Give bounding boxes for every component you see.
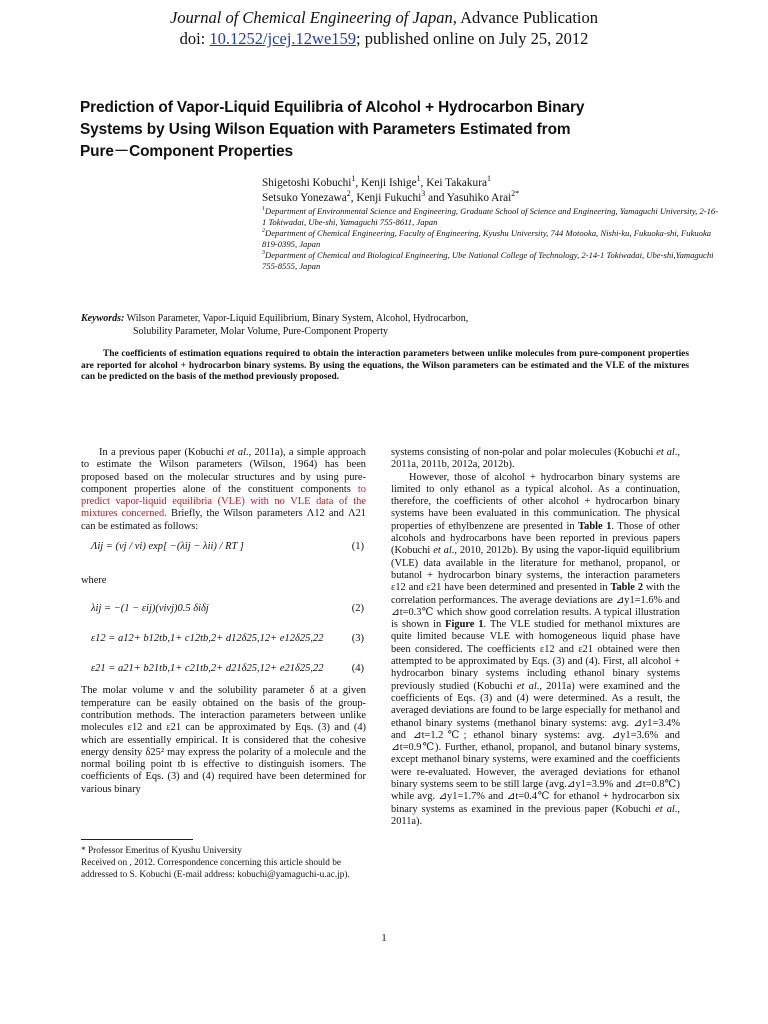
- text: ., 2011a) were examined and the coefficients of Eqs. (3) and (4) were determined. As a result, the averaged deviations are found to be large especially for methanol and ethanol binary systems (methanol binary systems: avg. ⊿y1=3.4% and ⊿t=1.2℃; ethanol binary systems: avg. ⊿y1=3.6% and ⊿t=0.9℃). Further, ethanol, propanol, and butanol binary systems, except methanol binary systems, were examined and the coefficients were re-evaluated. However, the averaged deviations for ethanol binary systems seem to be still large (avg.⊿y1=3.9% and ⊿t=0.8℃) while avg. ⊿y1=1.7% and ⊿t=0.4℃ for ethanol + hydrocarbon six binary systems as examined in the previous paper (Kobuchi: [391, 680, 680, 815]
- text-italic: et al: [656, 447, 675, 458]
- keywords-list: Wilson Parameter, Vapor-Liquid Equilibrium, Binary System, Alcohol, Hydrocarbon,: [124, 313, 469, 324]
- paragraph: The molar volume v and the solubility parameter δ at a given temperature can be easily obtained on the basis of the group-contribution methods. The interaction parameters between unlike molecules ε12 and ε21 can be approximated by Eqs. (3) and (4) which are essentially empirical. It is considered that the cohesive energy density δ25² may express the polarity of a molecule and the normal boiling point tb is effective to distinguish isomers. The coefficients of Eqs. (3) and (4) required have been determined for various binary: [81, 685, 366, 795]
- text-italic: et al: [227, 447, 246, 458]
- text-italic: et al: [433, 545, 452, 557]
- keywords: [81, 313, 681, 338]
- text: ., 2011a, 2011b, 2012a, 2012b).: [391, 447, 680, 471]
- affiliation-2: $^2$Department of Chemical Engineering, Faculty of Engineering, Kyushu University, 744 Motooka, Nishi-ku, Fukuoka-shi, Fukuoka 819-0395, Japan: [262, 228, 712, 249]
- equation-number: (4): [351, 663, 364, 675]
- journal-name: Journal of Chemical Engineering of Japan: [169, 8, 453, 27]
- right-column: [391, 447, 680, 828]
- title-line: Systems by Using Wilson Equation with Parameters Estimated from: [80, 121, 571, 138]
- affiliation-1: $^1$Department of Environmental Science and Engineering, Graduate School of Science and Engineering, Yamaguchi University, 2-16-1 Tokiwadai, Ube-shi, Yamaguchi 755-8611, Japan: [262, 206, 719, 227]
- paragraph: [391, 447, 680, 472]
- affiliation-text: Department of Chemical Engineering, Faculty of Engineering, Kyushu University, 744 Motooka, Nishi-ku, Fukuoka-shi, Fukuoka 819-0395, Japan: [262, 228, 712, 249]
- paragraph: [81, 447, 366, 533]
- author-sup: 1: [351, 174, 356, 184]
- left-column: [81, 447, 366, 796]
- author-sup: 2*: [511, 189, 520, 199]
- author-name: Kenji Ishige: [361, 177, 417, 189]
- equation-expr: ε12 = a12+ b12tb,1+ c12tb,2+ d12δ25,12+ e12δ25,22: [91, 633, 324, 645]
- text: ., 2011a), a simple approach to estimate the Wilson parameters (Wilson, 1964) has been proposed based on the molecular structures and by using pure-component properties alone of the constituent components: [81, 447, 366, 495]
- paragraph: [391, 472, 680, 829]
- author-line: Shigetoshi Kobuchi$^1$, Kenji Ishige$^1$, Kei Takakura$^1$: [262, 174, 491, 189]
- equation-number: (3): [351, 633, 364, 645]
- equation-3: [81, 625, 366, 655]
- text: ., 2010, 2012b). By using the vapor-liquid equilibrium (VLE) data available in the literature for methanol, propanol, or butanol + hydrocarbon binary systems, the interaction parameters ε12 and ε21 have been determined and presented in: [391, 545, 680, 594]
- equation-expr: Λij = (vj / vi) exp[ −(λij − λii) / RT ]: [91, 541, 244, 553]
- author-name: Yasuhiko Arai: [446, 192, 512, 204]
- title-line: Pure－Component Properties: [80, 143, 293, 160]
- affiliation-3: $^3$Department of Chemical and Biological Engineering, Ube National College of Technology, 2-14-1 Tokiwadai, Ube-shi,Yamaguchi 755-8555, Japan: [262, 250, 714, 271]
- text-italic: et al: [655, 803, 675, 815]
- title-line: Prediction of Vapor-Liquid Equilibria of Alcohol + Hydrocarbon Binary: [80, 99, 585, 116]
- affiliation-text: Department of Chemical and Biological Engineering, Ube National College of Technology, 2-14-1 Tokiwadai, Ube-shi,Yamaguchi 755-8555, Japan: [262, 250, 714, 271]
- author-sup: 1: [486, 174, 491, 184]
- author-name: Setsuko Yonezawa: [262, 192, 347, 204]
- author-name: Kenji Fukuchi: [356, 192, 422, 204]
- footnote-text: * Professor Emeritus of Kyushu University: [81, 846, 242, 856]
- doi-prefix: doi:: [179, 29, 210, 48]
- equation-expr: λij = −(1 − εij)(vivj)0.5 δiδj: [91, 603, 209, 615]
- text: . Those of other alcohols and hydrocarbons have been reported in previous papers (Kobuchi: [391, 520, 680, 557]
- author-sup: 3: [421, 189, 426, 199]
- author-block: [262, 176, 722, 272]
- author-and: and: [428, 192, 445, 204]
- footnote-rule: [81, 839, 193, 840]
- text: In a previous paper (Kobuchi: [99, 447, 228, 458]
- text: ., 2011a).: [391, 803, 680, 827]
- where-label: where: [81, 575, 107, 587]
- author-line: Setsuko Yonezawa$^2$, Kenji Fukuchi$^3$ and Yasuhiko Arai$^{2*}$: [262, 189, 520, 204]
- keywords-list: Solubility Parameter, Molar Volume, Pure-Component Property: [133, 325, 389, 337]
- text: Briefly, the Wilson parameters Λ12 and Λ21 can be estimated as follows:: [81, 508, 367, 532]
- doi-link[interactable]: 10.1252/jcej.12we159: [209, 29, 357, 48]
- text: systems consisting of non-polar and polar molecules (Kobuchi: [391, 447, 657, 458]
- text-italic: et al: [516, 680, 537, 692]
- highlighted-text: to predict vapor-liquid equilibria (VLE) with no VLE data of the mixtures concerned.: [81, 483, 366, 520]
- equation-number: (1): [351, 541, 364, 553]
- abstract: The coefficients of estimation equations required to obtain the interaction parameters between unlike molecules from pure-component properties are reported for alcohol + hydrocarbon binary systems. By using the equations, the Wilson parameters can be estimated and the VLE of the mixtures can be predicted on the basis of the method previously proposed.: [81, 349, 689, 383]
- author-sup: 2: [346, 189, 351, 199]
- footnote-text: Received on , 2012. Correspondence concerning this article should be addressed to S. Kobuchi (E-mail address: kobuchi@yamaguchi-u.ac.jp).: [81, 858, 350, 880]
- paper-title: [80, 97, 700, 163]
- table-ref: Table 2: [610, 582, 644, 594]
- keywords-label: Keywords:: [81, 313, 125, 324]
- figure-ref: Figure 1: [445, 619, 484, 631]
- text: However, those of alcohol + hydrocarbon binary systems are limited to only ethanol as a typical alcohol. As a continuation, therefore, the coefficients of other alcohol + hydrocarbon binary systems have been evaluated in this communication. The physical properties of ethylbenzene are presented in: [391, 471, 680, 532]
- author-sup: 1: [416, 174, 421, 184]
- text: with the correlation performances. The average deviations are ⊿y1=1.6% and ⊿t=0.3℃ which show good correlation results. A typical illustration is shown in: [391, 582, 680, 631]
- publication-status: Advance Publication: [460, 8, 598, 27]
- equation-expr: ε21 = a21+ b21tb,1+ c21tb,2+ d21δ25,12+ e21δ25,22: [91, 663, 324, 675]
- equation-number: (2): [351, 603, 364, 615]
- equation-2: [81, 595, 366, 625]
- footnote: [81, 839, 366, 881]
- author-name: Shigetoshi Kobuchi: [262, 177, 352, 189]
- header-separator: ,: [452, 8, 461, 27]
- page-number: 1: [381, 932, 387, 944]
- doi-line: [0, 29, 768, 49]
- author-name: Kei Takakura: [426, 177, 487, 189]
- text: . The VLE studied for methanol mixtures are quite limited because VLE with homogeneous liquid phase have been considered. The coefficients ε12 and ε21 obtained were then attempted to be approximated by Eqs. (3) and (4). First, all alcohol + hydrocarbon binary systems including ethanol binary systems previously studied (Kobuchi: [391, 619, 680, 692]
- doi-suffix: ; published online on July 25, 2012: [356, 29, 589, 48]
- equation-1: [81, 533, 366, 571]
- affiliation-text: Department of Environmental Science and Engineering, Graduate School of Science and Engineering, Yamaguchi University, 2-16-1 Tokiwadai, Ube-shi, Yamaguchi 755-8611, Japan: [262, 206, 719, 227]
- journal-header: [0, 8, 768, 28]
- table-ref: Table 1: [578, 520, 612, 532]
- equation-4: [81, 655, 366, 685]
